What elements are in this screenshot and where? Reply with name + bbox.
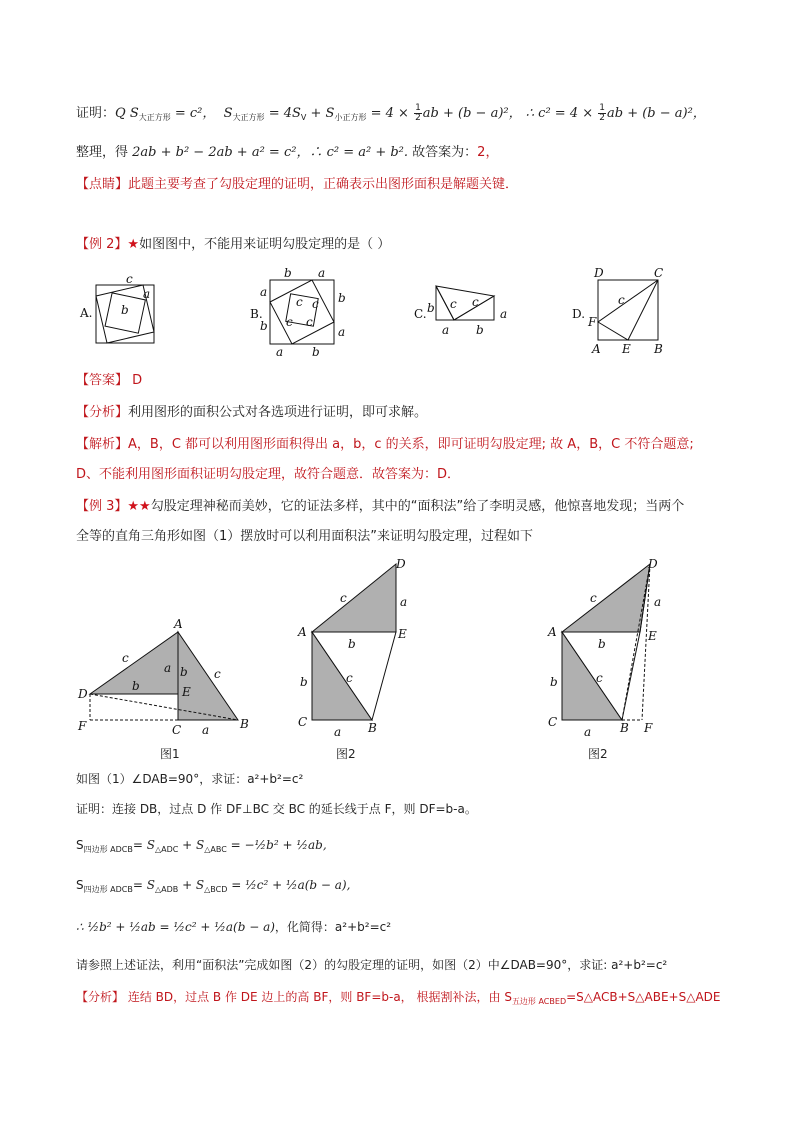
svg-text:c: c xyxy=(122,651,129,665)
svg-text:c: c xyxy=(618,293,625,307)
given-statement: 如图（1）∠DAB=90°，求证：a²+b²=c² xyxy=(76,772,304,786)
answer-2: 【答案】 D xyxy=(76,373,143,388)
proof-3-line: 证明：连接 DB，过点 D 作 DF⊥BC 交 BC 的延长线于点 F，则 DF=b-a。 xyxy=(76,802,477,816)
svg-text:E: E xyxy=(398,627,407,641)
svg-text:a: a xyxy=(584,725,592,739)
svg-text:a: a xyxy=(318,266,326,280)
svg-text:B: B xyxy=(368,721,377,735)
svg-text:c: c xyxy=(286,315,293,329)
svg-text:B: B xyxy=(240,717,249,731)
analysis-2: 【分析】利用图形的面积公式对各选项进行证明，即可求解。 xyxy=(76,405,428,420)
svg-text:A: A xyxy=(548,625,557,639)
svg-text:a: a xyxy=(334,725,342,739)
svg-text:a: a xyxy=(338,325,346,339)
example-3-line-1: 【例 3】★★勾股定理神秘而美妙，它的证法多样，其中的“面积法”给了李明灵感，他惊喜地发现；当两个 xyxy=(76,499,685,514)
svg-text:C.: C. xyxy=(414,307,427,321)
svg-text:c: c xyxy=(306,315,313,329)
svg-text:c: c xyxy=(126,272,133,286)
figure-3-caption: 图2 xyxy=(588,747,608,761)
svg-text:c: c xyxy=(296,295,303,309)
svg-text:C: C xyxy=(548,715,558,729)
figure-3 xyxy=(546,556,686,742)
svg-text:c: c xyxy=(340,591,347,605)
analysis-3: 【分析】 连结 BD，过点 B 作 DE 边上的高 BF，则 BF=b-a， 根据割补法，由 $S_{五边形 ACBED}=S\triangle ACB+S\triangle ABE+S\triangle ADE$ xyxy=(76,990,721,1006)
svg-text:b: b xyxy=(132,679,140,693)
svg-text:A: A xyxy=(174,617,183,631)
svg-text:b: b xyxy=(338,291,346,305)
svg-text:D.: D. xyxy=(572,307,586,321)
option-a-diagram xyxy=(78,272,168,352)
svg-text:b: b xyxy=(550,675,558,689)
svg-text:c: c xyxy=(214,667,221,681)
svg-text:b: b xyxy=(284,266,292,280)
figure-2-caption: 图2 xyxy=(336,747,356,761)
svg-text:D: D xyxy=(78,687,88,701)
svg-text:D: D xyxy=(396,557,406,571)
svg-text:F: F xyxy=(644,721,653,735)
example-2-title: 【例 2】★如图图中，不能用来证明勾股定理的是（ ） xyxy=(76,237,391,252)
area-eq-2: $S_{四边形 ADCB}= S_{\triangle ADB} + S_{\triangle BCD}$ = ½c² + ½a(b − a), xyxy=(76,878,351,894)
solution-2-line-2: D、不能利用图形面积证明勾股定理，故符合题意．故答案为：D． xyxy=(76,467,461,482)
svg-text:a: a xyxy=(143,287,151,301)
proof-line-1: 证明：Q $S_{大正方形} = c^2$， $S_{大正方形} = 4S_V + S_{小正方形} = 4$ × $\frac{1}{2}$ ab + (b − a)²， ∴ c² = 4 × $\frac{1}{2}$ ab + (b − a)²， xyxy=(76,103,706,123)
svg-text:a: a xyxy=(442,323,450,337)
request-line: 请参照上述证法，利用“面积法”完成如图（2）的勾股定理的证明，如图（2）中∠DAB=90°，求证: a²+b²=c² xyxy=(76,958,668,972)
svg-text:c: c xyxy=(312,297,319,311)
svg-text:B: B xyxy=(654,342,663,356)
solution-2-line-1: 【解析】A，B，C 都可以利用图形面积得出 a，b，c 的关系，即可证明勾股定理; 故 A，B，C 不符合题意; xyxy=(76,437,694,452)
svg-text:C: C xyxy=(172,723,182,737)
example-3-line-2: 全等的直角三角形如图（1）摆放时可以利用面积法”来证明勾股定理，过程如下 xyxy=(76,529,534,544)
svg-text:b: b xyxy=(180,665,188,679)
option-b-diagram xyxy=(248,266,348,359)
svg-text:A.: A. xyxy=(80,306,93,320)
svg-text:c: c xyxy=(590,591,597,605)
svg-text:D: D xyxy=(594,266,604,280)
svg-text:a: a xyxy=(202,723,210,737)
proof-line-2: 整理，得 2ab + b² − 2ab + a² = c²，∴ c² = a² + b². 故答案为：2， xyxy=(76,145,499,160)
comment-1: 【点睛】此题主要考查了勾股定理的证明，正确表示出图形面积是解题关键． xyxy=(76,177,519,192)
svg-text:c: c xyxy=(346,671,353,685)
svg-text:A: A xyxy=(298,625,307,639)
svg-text:b: b xyxy=(300,675,308,689)
option-d-diagram xyxy=(572,266,672,356)
svg-text:F: F xyxy=(588,315,597,329)
svg-text:b: b xyxy=(598,637,606,651)
figure-2 xyxy=(296,556,426,742)
svg-text:b: b xyxy=(427,301,435,315)
svg-text:a: a xyxy=(276,345,284,359)
svg-text:c: c xyxy=(472,295,479,309)
svg-text:C: C xyxy=(298,715,308,729)
svg-text:B.: B. xyxy=(250,307,263,321)
svg-text:E: E xyxy=(182,685,191,699)
figure-1 xyxy=(74,616,254,766)
area-eq-1: $S_{四边形 ADCB}= S_{\triangle ADC} + S_{\triangle ABC}$ = −½b² + ½ab, xyxy=(76,838,327,854)
svg-text:b: b xyxy=(121,303,129,317)
svg-text:c: c xyxy=(596,671,603,685)
svg-text:F: F xyxy=(78,719,87,733)
conclusion-line: ∴ ½b² + ½ab = ½c² + ½a(b − a)，化简得：a²+b²=c² xyxy=(76,920,392,934)
svg-text:b: b xyxy=(312,345,320,359)
svg-text:a: a xyxy=(654,595,662,609)
svg-text:E: E xyxy=(648,629,657,643)
svg-text:A: A xyxy=(592,342,601,356)
svg-text:E: E xyxy=(622,342,631,356)
svg-text:c: c xyxy=(450,297,457,311)
svg-text:B: B xyxy=(620,721,629,735)
figure-1-caption: 图1 xyxy=(160,747,180,761)
svg-text:b: b xyxy=(348,637,356,651)
svg-text:a: a xyxy=(500,307,508,321)
svg-text:D: D xyxy=(648,557,658,571)
svg-text:b: b xyxy=(260,319,268,333)
svg-text:b: b xyxy=(476,323,484,337)
svg-text:a: a xyxy=(260,285,268,299)
svg-text:a: a xyxy=(400,595,408,609)
option-c-diagram xyxy=(414,280,524,350)
svg-text:C: C xyxy=(654,266,664,280)
svg-text:a: a xyxy=(164,661,172,675)
